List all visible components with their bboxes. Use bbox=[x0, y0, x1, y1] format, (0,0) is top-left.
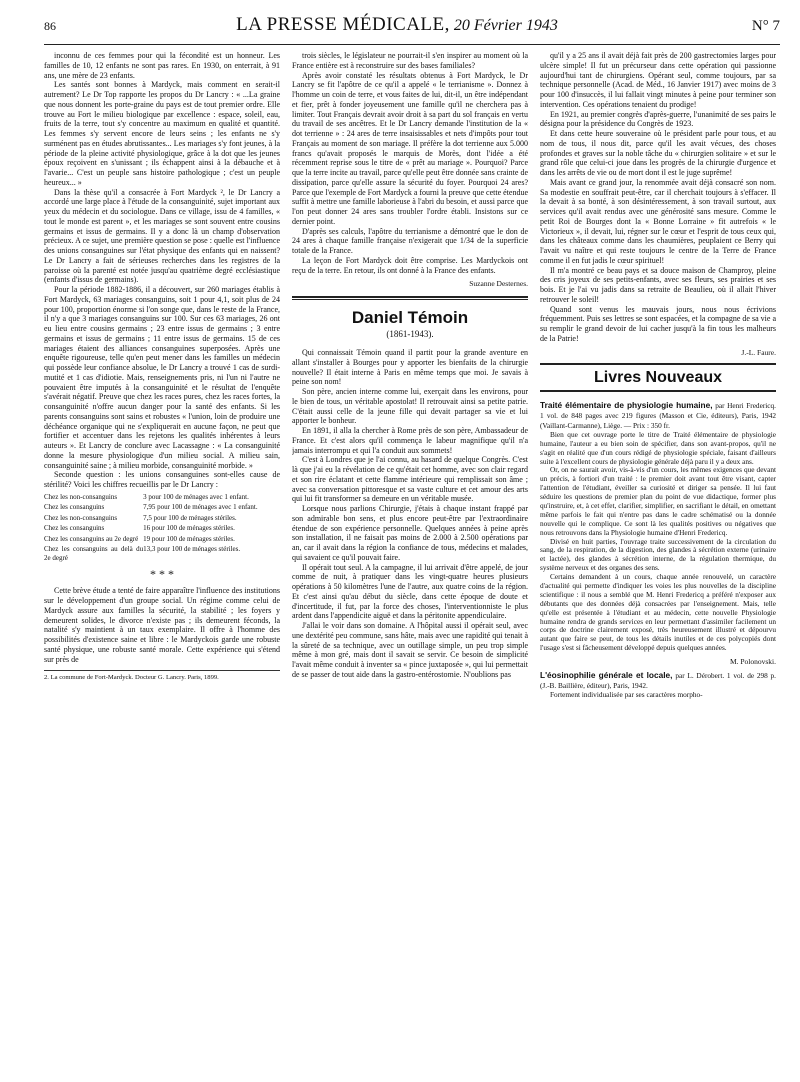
paragraph: Bien que cet ouvrage porte le titre de Traité élémentaire de physiologie humaine, l'auteur a eu bien soin de spécifier, dans son avant-propos, qu'il ne s'agit en réalité que d'un cours rédigé de physiologie spéciale, faisant d'ailleurs suite à l'excellent cours de physiologie générale déjà paru il y a deux ans. bbox=[540, 429, 776, 466]
paragraph: qu'il y a 25 ans il avait déjà fait près de 200 gastrectomies larges pour ulcère simple! Il fut un précurseur dans cette opération qui passionne aujourd'hui tant de chirurgiens. Opérant seul, comme toujours, par sa technique personnelle (Acad. de Méd., 16 Janvier 1917) avec moins de 3 pour 100 d'insuccès, il lui fallait vingt minutes à peine pour terminer son intervention. Ces opérations tenaient du prodige! bbox=[540, 51, 776, 109]
table-row: Chez les consanguins 16 pour 100 de ménages stériles. bbox=[44, 524, 235, 533]
paragraph: Quand sont venus les mauvais jours, nous nous écrivions fréquemment. Puis ses lettres se sont espacées, et la compagne de sa vie a su remplir le grand devoir de lui cacher jusqu'à la fin tous les malheurs de la Patrie! bbox=[540, 304, 776, 343]
article-title: Daniel Témoin bbox=[351, 308, 469, 328]
book-meta: par Henri Fredericq. 1 vol. de 848 pages avec 219 figures (Masson et Cie, éditeurs), Paris, 1942 (Vaillant-Carmanne), Liège. — Prix : 350 fr. bbox=[540, 401, 776, 430]
journal-title: LA PRESSE MÉDICALE, bbox=[236, 14, 450, 35]
paragraph: J'allai le voir dans son domaine. A l'hôpital aussi il opérait seul, avec une dextérité peu commune, sans hâte, mais avec une rapidité qui tenait à la sûreté de sa technique, avec un outillage simple, un peu trop simple même à mon gré, mais dont il savait se servir. Ce besoin de simplicité l'avait même conduit à inventer sa « pince juxtaposée », qui lui permettait de se passer de tout aide dans la gastro-entérostomie. N'oublions pas bbox=[292, 621, 528, 679]
book-title: Traité élémentaire de physiologie humaine, bbox=[540, 400, 713, 411]
reviewer-signature: M. Polonovski. bbox=[729, 657, 776, 667]
paragraph: Les santés sont bonnes à Mardyck, mais comment en serait-il autrement? Le Dr Top rapporte les propos du Dr Lancry : « ...La graine que nous donnent les porte-graine du pays est de tout premier ordre. Elle trouve au Fort le milieu biologique par excellence : espace, soleil, eau, fruits de la terre, tout s'y concentre au maximum en qualité et quantité. Les femmes s'y servent encore de leurs seins ; les enfants ne s'y surménent pas en études abrutissantes... Les mariages s'y font jeunes, à la période de la pleine activité physiologique, grâce à la dot que les jeunes époux reçoivent en s'unissant ; ils échappent ainsi à la débauche et à l'avarie... C'est un peuple sans histoire pathologique ; c'est un peuple heureux... » bbox=[44, 80, 280, 187]
column-2 bbox=[292, 51, 528, 1075]
book-title: L'éosinophilie générale et locale, bbox=[540, 670, 673, 681]
page-header bbox=[44, 14, 780, 45]
paragraph: C'est à Londres que je l'ai connu, au hasard de quelque Congrès. C'est là que j'ai eu la révélation de ce qu'était cet homme, avec son clair regard et son rire éclatant et cette flamme intérieure qui remplissait son âme ; avec sa conversation pittoresque et sa vaste culture et cet amour des arts qui lui fit transformer sa demeure en un véritable musée. bbox=[292, 455, 528, 504]
paragraph: Divisé en huit parties, l'ouvrage traite successivement de la circulation du sang, de la respiration, de la digestion, des glandes à sécrétion externe (urinaire et lactée), des glandes à sécrétion interne, de la régulation thermique, du système nerveux et des organes des sens. bbox=[540, 536, 776, 573]
column-3 bbox=[540, 51, 776, 1075]
article-years: (1861-1943). bbox=[386, 329, 434, 340]
author-signature: J.-L. Faure. bbox=[741, 347, 776, 357]
book-review bbox=[540, 670, 776, 700]
paragraph: En 1921, au premier congrès d'après-guerre, l'unanimité de ses pairs le désigna pour la présidence du Congrès de 1923. bbox=[540, 109, 776, 129]
paragraph: Cette brève étude a tenté de faire apparaître l'influence des institutions sur le développement d'un groupe social. Un régime comme celui de Mardyck assure aux familles la sécurité, la stabilité ; les foyers y demeurent solides, le divorce n'existe pas ; ils demeurent féconds, la natalité s'y maintient à un taux exemplaire. Il offre à l'homme des possibilités d'existence saine et libre : le Mardyckois garde une robuste santé physique, une robuste santé morale. Cette expérience qui s'étend sur près de bbox=[44, 586, 280, 664]
columns bbox=[44, 51, 780, 1075]
paragraph: En 1891, il alla la chercher à Rome près de son père, Ambassadeur de France. Et c'est alors qu'il commença le labeur magnifique qu'il n'a jamais interrompu et qui l'a conduit aux sommets! bbox=[292, 426, 528, 455]
paragraph: Qui connaissait Témoin quand il partit pour la grande aventure en allant s'installer à Bourges pour y apporter les bienfaits de la chirurgie nouvelle? Il était interne à Paris en même temps que moi. Je savais à peine son nom! bbox=[292, 348, 528, 387]
paragraph: Il m'a montré ce beau pays et sa douce maison de Champroy, pleine des cris joyeux de ses petits-enfants, avec ses fleurs, ses prairies et ses bois. Et je l'ai vu jadis dans sa retraite de Beaulieu, où il allait l'hiver retrouver le soleil! bbox=[540, 265, 776, 304]
section-title: Livres Nouveaux bbox=[540, 363, 776, 393]
book-meta: par L. Dérobert. 1 vol. de 298 p. (J.-B. Baillière, éditeur), Paris, 1942. bbox=[540, 671, 776, 691]
author-signature: Suzanne Desternes. bbox=[469, 279, 528, 289]
paragraph: Après avoir constaté les résultats obtenus à Fort Mardyck, le Dr Lancry se fit l'apôtre de ce qu'il a appelé « le terrianisme ». Donnez à l'homme un coin de terre, et vous faites de lui, dit-il, un être indépendant et fier, prêt à fonder joyeusement une famille qu'il ne cherchera pas à limiter. Tout Français devrait avoir droit à sa part du sol français en vertu du travail de ses ancêtres. Et le Dr Lancry demande l'institution de la « dot terrienne » : 24 ares de terre insaisissables et nets d'impôts pour tout Français au moment de son mariage. Il préfère la dot terrienne aux 5.000 francs qu'avait proposés le marquis de Morès, dont l'idée a été récemment reprise sous le titre de « prêt au mariage ». Pourquoi? Parce que la terre incite au travail, parce qu'elle peut être donnée sans crainte de dissipation, parce qu'elle assure la sécurité du foyer. Pourquoi 24 ares? Parce que l'exemple de Fort Mardyck a fourni la preuve que cette étendue suffit à mettre une famille laborieuse à l'abri du besoin, et aussi parce que l'on peut donner 24 ares sans troubler l'ordre établi. Insistons sur ce dernier point. bbox=[292, 70, 528, 226]
footnote: 2. La commune de Fort-Mardyck. Docteur G. Lancry. Paris, 1899. bbox=[44, 674, 219, 682]
paragraph: Dans la thèse qu'il a consacrée à Fort Mardyck ², le Dr Lancry a accordé une large place à l'étude de la consanguinité, sujet important aux yeux du médecin et du sociologue. Dans ce village, issu de 4 familles, « tout le monde est parent », et les mariages se sont souvent entre cousins germains et issus de germains. Il y a donc là un champ d'observation précieux. A ce sujet, une première question se pose : quelle est l'influence des unions consanguines sur l'état physique des enfants qui en naissent? Le Dr Lancry a fait de sérieuses recherches dans les registres de la paroisse où la parenté est notée jusqu'au quatrième degré ecclésiastique (enfants d'issus de germains). bbox=[44, 187, 280, 285]
book-review bbox=[540, 400, 776, 666]
article-divider bbox=[292, 296, 528, 300]
column-1 bbox=[44, 51, 280, 1075]
paragraph: La leçon de Fort Mardyck doit être comprise. Les Mardyckois ont reçu de la terre. En retour, ils ont donné à la France des enfants. bbox=[292, 255, 528, 275]
table-row: Chez les consanguins au 2e degré 19 pour 100 de ménages stériles. bbox=[44, 534, 235, 543]
issue-date: 20 Février 1943 bbox=[453, 17, 558, 34]
paragraph: Lorsque nous parlions Chirurgie, j'étais à chaque instant frappé par son admirable bon sens, et plus encore peut-être par l'extraordinaire étendue de son expérience personnelle. Quelques années à peine après son installation, il ne faisait pas moins de 2.000 à 2.500 opérations par an, car il avait dans la région la confiance de tous, médecins et malades, qui savaient ce qu'il pouvait faire. bbox=[292, 504, 528, 562]
table-row: Chez les non-consanguins 7,5 pour 100 de ménages stériles. bbox=[44, 513, 237, 522]
footnote-divider bbox=[44, 670, 280, 671]
paragraph: Seconde question : les unions consanguines sont-elles cause de stérilité? Voici les chiffres recueillis par le Dr Lancry : bbox=[44, 470, 280, 489]
paragraph: D'après ses calculs, l'apôtre du terrianisme a démontré que le don de 24 ares à chaque famille française n'exigerait que 1/34 de la superficie totale de la France. bbox=[292, 226, 528, 255]
paragraph: trois siècles, le législateur ne pourrait-il s'en inspirer au moment où la France entière est à reconstruire sur des bases familiales? bbox=[292, 51, 528, 70]
table-row: Chez les consanguins 7,95 pour 100 de ménages avec 1 enfant. bbox=[44, 503, 258, 512]
page-number: 86 bbox=[44, 19, 56, 33]
paragraph: Certains demandent à un cours, chaque année renouvelé, un caractère d'actualité qui permette d'indiquer les voies les plus nouvelles de la discipline scientifique : il nous a semblé que M. Henri Fredericq a préféré n'exposer aux débutants que des données déjà consacrées par l'enseignement. Mais, telle qu'elle est présentée à l'étudiant et au médecin, cette nouvelle Physiologie humaine rendra de grands services en leur permettant d'assimiler facilement un corps de doctrine clairement exposé, très heureusement illustré et dépourvu autant que faire se peut, de tous les détails inutiles et de ces polycopiés dont l'usage s'est si fâcheusement développé depuis quelques années. bbox=[540, 572, 776, 653]
paragraph: Fortement individualisée par ses caractères morpho- bbox=[550, 690, 703, 700]
paragraph: Or, on ne saurait avoir, vis-à-vis d'un cours, les mêmes exigences que devant un précis, à fortiori d'un traité : le premier doit avant tout être visant, capter l'attention de l'étudiant, éveiller sa curiosité et diriger sa pensée. Il lui faut séduire les questions de premier plan du point de vue didactique, former plus qu'instruire, et, à cet effet, clarifier, simplifier, en sacrifiant le détail, en omettant même parfois le fait qui n'entre pas dans le cadre schématisé ou la donnée nouvelle qui le complique. Ce sont là les qualités positives ou négatives que nous retrouvons dans la Physiologie humaine d'Henri Fredericq. bbox=[540, 465, 776, 537]
paragraph: Mais avant ce grand jour, la renommée avait déjà consacré son nom. Sa modestie en souffrait peut-être, car il cherchait toujours à s'effacer. Il la devait à sa bonté, à son désintéressement, à son travail surtout, aux services qu'il avait rendus avec une générosité sans mesure. Comme le petit Roi de Bourges dont la « Bonne Lorraine » fit autrefois « le Victorieux », il devait, lui, régner sur le cœur et l'esprit de tous ceux qui, dans les châteaux comme dans les chaumières, peuplaient ce Berry qui l'avait vu naître et qui reste toujours le centre de la Terre de France comme il en fut jadis le cœur spirituel! bbox=[540, 177, 776, 265]
paragraph: Pour la période 1882-1886, il a découvert, sur 260 mariages établis à Fort Mardyck, 63 mariages consanguins, soit 1 pour 4,1, soit plus de 24 pour 100, proportion énorme si l'on songe que, dans le reste de la France, il n'y a que 3 mariages consanguins sur 100. Sur ces 63 mariages, 26 ont eu lieu entre cousins germains ; 23 entre issus de germains ; 3 entre germains et issus de germains ; 11 entre issus de germains. 15 de ces mariages étaient des alliances consanguines superposées. Après une enquête rigoureuse, telle qu'en peut mener dans les familles un médecin qui possède leur confiance absolue, le Dr Lancry a trouvé 1 cas de surdi-mutité et 1 cas d'idiotie. Mais, renseignements pris, ni l'un ni l'autre ne pouvaient être imputés à la consanguinité et le résultat de l'enquête s'avérait négatif. Preuve que chez les races pures, chez les races fortes, la consanguinité n'offre aucun danger pour la santé des enfants. Si les parents consanguins sont sains et robustes « l'union, loin de produire une déchéance organique qui ne s'expliquerait en aucune façon, ne peut que fortifier et accentuer dans les rejetons les qualités inhérentes à leurs auteurs ». Et Lancry de conclure avec Lacassagne : « La consanguinité donne la mesure physiologique d'un milieu social. A milieu sain, consanguinité saine ; à milieu morbide, consanguinité morbide. » bbox=[44, 285, 280, 470]
section-stars: * * * bbox=[150, 567, 174, 582]
paragraph: Et dans cette heure souveraine où le président parle pour tous, et au nom de tous, il nous dit, parce qu'il les avait vécues, des choses profondes et graves sur la noble tâche du « chirurgien solitaire » et sur le grand rôle que celui-ci joue dans les progrès de la chirurgie d'urgence et dans les arrêts de vie ou de mort dont il est le juge suprême! bbox=[540, 129, 776, 177]
sterility-stats-table bbox=[44, 492, 280, 564]
paragraph: Son père, ancien interne comme lui, exerçait dans les environs, pour le bien de tous, un véritable apostolat! Il retrouvait ainsi sa petite patrie. C'était aussi celle de la jeune fille qui devait partager sa vie et lui apporter le bonheur. bbox=[292, 387, 528, 426]
table-row: Chez les consanguins au delà du 2e degré 13,3 pour 100 de ménages stériles. bbox=[44, 545, 241, 562]
paragraph: inconnu de ces femmes pour qui la fécondité est un honneur. Les familles de 10, 12 enfants ne sont pas rares. En 1930, on enterrait, à 91 ans, une mère de 23 enfants. bbox=[44, 51, 280, 80]
paragraph: Il opérait tout seul. A la campagne, il lui arrivait d'être appelé, de jour comme de nuit, à pratiquer dans les vingt-quatre heures plusieurs opérations à 50 kilomètres l'une de l'autre, aux quatre coins de la région. Et c'est ainsi qu'au début du siècle, dans cette époque de doute et d'incertitude, il fut, par la force des choses, l'interventionniste le plus ardent dans l'appendicite aiguë et dans la péritonite appendiculaire. bbox=[292, 562, 528, 621]
table-row: Chez les non-consanguins 3 pour 100 de ménages avec 1 enfant. bbox=[44, 492, 249, 501]
issue-number: N° 7 bbox=[751, 18, 780, 34]
